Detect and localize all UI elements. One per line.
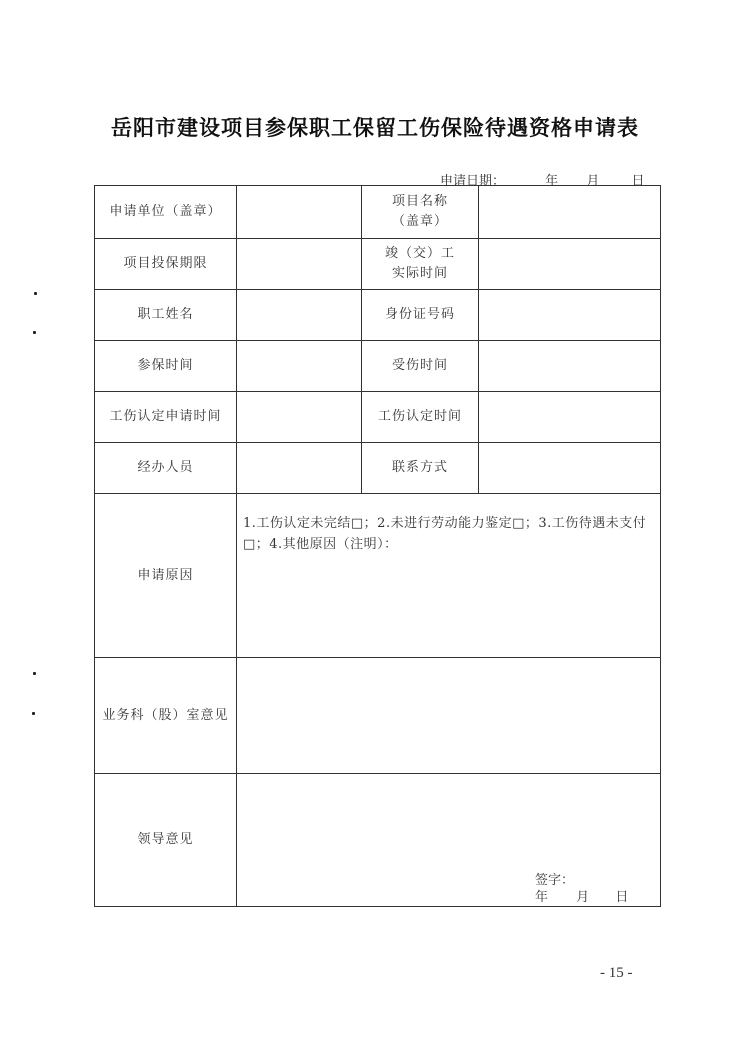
label-identification-time: 工伤认定时间	[362, 392, 479, 443]
reason-options-text: 1.工伤认定未完结□；2.未进行劳动能力鉴定□；3.工伤待遇未支付□；4.其他原因（注明）：	[243, 516, 647, 552]
label-handler: 经办人员	[95, 443, 237, 494]
label-project-name-line2: （盖章）	[391, 214, 448, 229]
field-injury-time[interactable]	[479, 341, 660, 392]
leader-signature-block	[535, 872, 628, 906]
form-title: 岳阳市建设项目参保职工保留工伤保险待遇资格申请表	[111, 115, 639, 140]
apply-date-month: 月	[586, 174, 600, 189]
field-id-number[interactable]	[479, 290, 660, 341]
apply-date-day: 日	[631, 174, 645, 189]
field-contact[interactable]	[479, 443, 660, 494]
scan-speck	[33, 672, 36, 675]
field-insured-time[interactable]	[237, 341, 362, 392]
apply-date-year: 年	[545, 174, 559, 189]
scan-speck	[34, 292, 37, 295]
page-number: - 15 -	[600, 965, 633, 981]
field-dept-opinion[interactable]	[237, 658, 660, 774]
label-apply-reason: 申请原因	[95, 494, 237, 658]
field-insurance-period[interactable]	[237, 239, 362, 290]
signature-day: 日	[615, 890, 629, 905]
label-employee-name: 职工姓名	[95, 290, 237, 341]
label-dept-opinion: 业务科（股）室意见	[95, 658, 237, 774]
label-completion-time-line2: 实际时间	[391, 266, 448, 281]
label-project-name	[362, 186, 479, 239]
signature-date	[535, 889, 628, 906]
label-insurance-period: 项目投保期限	[95, 239, 237, 290]
field-employee-name[interactable]	[237, 290, 362, 341]
field-completion-time[interactable]	[479, 239, 660, 290]
field-identification-time[interactable]	[479, 392, 660, 443]
scan-speck	[33, 331, 36, 334]
field-applicant-unit[interactable]	[237, 186, 362, 239]
label-project-name-line1: 项目名称	[391, 194, 448, 209]
signature-label: 签字：	[535, 873, 575, 888]
label-completion-time-line1: 竣（交）工	[384, 246, 455, 261]
label-insured-time: 参保时间	[95, 341, 237, 392]
label-identification-apply-time: 工伤认定申请时间	[95, 392, 237, 443]
label-applicant-unit: 申请单位（盖章）	[95, 186, 237, 239]
scan-speck	[32, 712, 35, 715]
signature-year: 年	[535, 890, 549, 905]
field-handler[interactable]	[237, 443, 362, 494]
apply-date-label: 申请日期：	[440, 174, 506, 189]
field-project-name[interactable]	[479, 186, 660, 239]
label-contact: 联系方式	[362, 443, 479, 494]
label-injury-time: 受伤时间	[362, 341, 479, 392]
field-identification-apply-time[interactable]	[237, 392, 362, 443]
signature-month: 月	[576, 890, 590, 905]
label-completion-time	[362, 239, 479, 290]
label-id-number: 身份证号码	[362, 290, 479, 341]
label-leader-opinion: 领导意见	[95, 774, 237, 906]
